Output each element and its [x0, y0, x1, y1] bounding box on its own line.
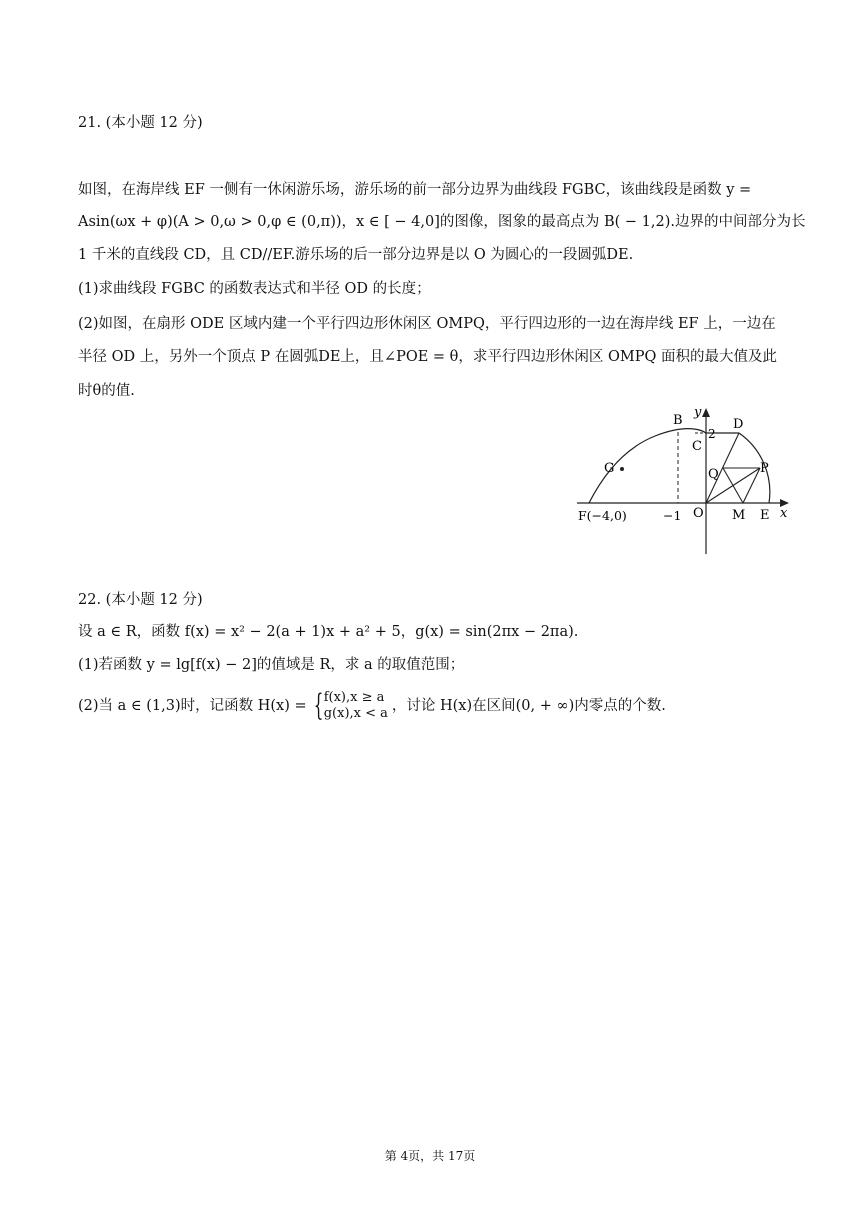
page-footer: 第 4页，共 17页: [384, 1149, 476, 1163]
label-o: O: [693, 506, 704, 521]
y-axis-arrow-icon: [702, 408, 710, 417]
geometry-figure: [575, 402, 795, 557]
label-b: B: [673, 413, 683, 428]
q21-text-line-3: 1 千米的直线段 CD，且 CD//EF.游乐场的后一部分边界是以 O 为圆心的一段圆弧DE.: [78, 247, 634, 263]
label-minus-one: −1: [663, 508, 682, 523]
q21-part-2-line-2: 半径 OD 上，另外一个顶点 P 在圆弧DE上，且∠POE = θ，求平行四边形休闲区 OMPQ 面积的最大值及此: [78, 349, 777, 365]
piecewise-top: f(x),x ≥ a: [323, 690, 385, 705]
q22-part-1: (1)若函数 y = lg[f(x) − 2]的值域是 R，求 a 的取值范围；: [78, 657, 465, 673]
label-p: P: [760, 461, 769, 476]
piecewise-bottom: g(x),x < a: [323, 706, 388, 721]
q22-part-2-after: ，讨论 H(x)在区间(0, + ∞)内零点的个数.: [391, 698, 666, 714]
piecewise-function: [309, 690, 388, 722]
label-e: E: [760, 508, 770, 523]
label-q: Q: [708, 467, 719, 482]
label-f: F(−4,0): [578, 508, 627, 523]
brace-icon: {: [313, 688, 323, 723]
label-c: C: [692, 439, 702, 454]
q21-text-line-2: Asin(ωx + φ)(A > 0,ω > 0,φ ∈ (0,π))，x ∈ [ − 4,0]的图像，图象的最高点为 B( − 1,2).边界的中间部分为长: [78, 214, 806, 230]
q22-part-2-before: (2)当 a ∈ (1,3)时，记函数 H(x) =: [78, 698, 307, 714]
q21-part-2-line-1: (2)如图，在扇形 ODE 区域内建一个平行四边形休闲区 OMPQ，平行四边形的一边在海岸线 EF 上，一边在: [78, 316, 776, 332]
label-y: y: [694, 405, 702, 420]
q22-part-2: [78, 690, 666, 722]
q21-part-2-line-3: 时θ的值.: [78, 383, 135, 399]
label-x: x: [780, 506, 788, 521]
q21-text-line-1: 如图，在海岸线 EF 一侧有一休闲游乐场，游乐场的前一部分边界为曲线段 FGBC，该曲线段是函数 y =: [78, 182, 752, 198]
label-m: M: [732, 508, 746, 523]
q21-heading: 21. (本小题 12 分): [78, 115, 203, 131]
label-g: G: [604, 461, 615, 476]
segment-qm: [723, 468, 743, 503]
label-d: D: [733, 417, 744, 432]
q21-part-1: (1)求曲线段 FGBC 的函数表达式和半径 OD 的长度；: [78, 281, 431, 297]
q22-heading: 22. (本小题 12 分): [78, 592, 203, 608]
point-g: [620, 467, 624, 471]
label-2: 2: [708, 427, 716, 441]
q22-text-line-1: 设 a ∈ R，函数 f(x) = x² − 2(a + 1)x + a² + 5，g(x) = sin(2πx − 2πa).: [78, 624, 579, 640]
